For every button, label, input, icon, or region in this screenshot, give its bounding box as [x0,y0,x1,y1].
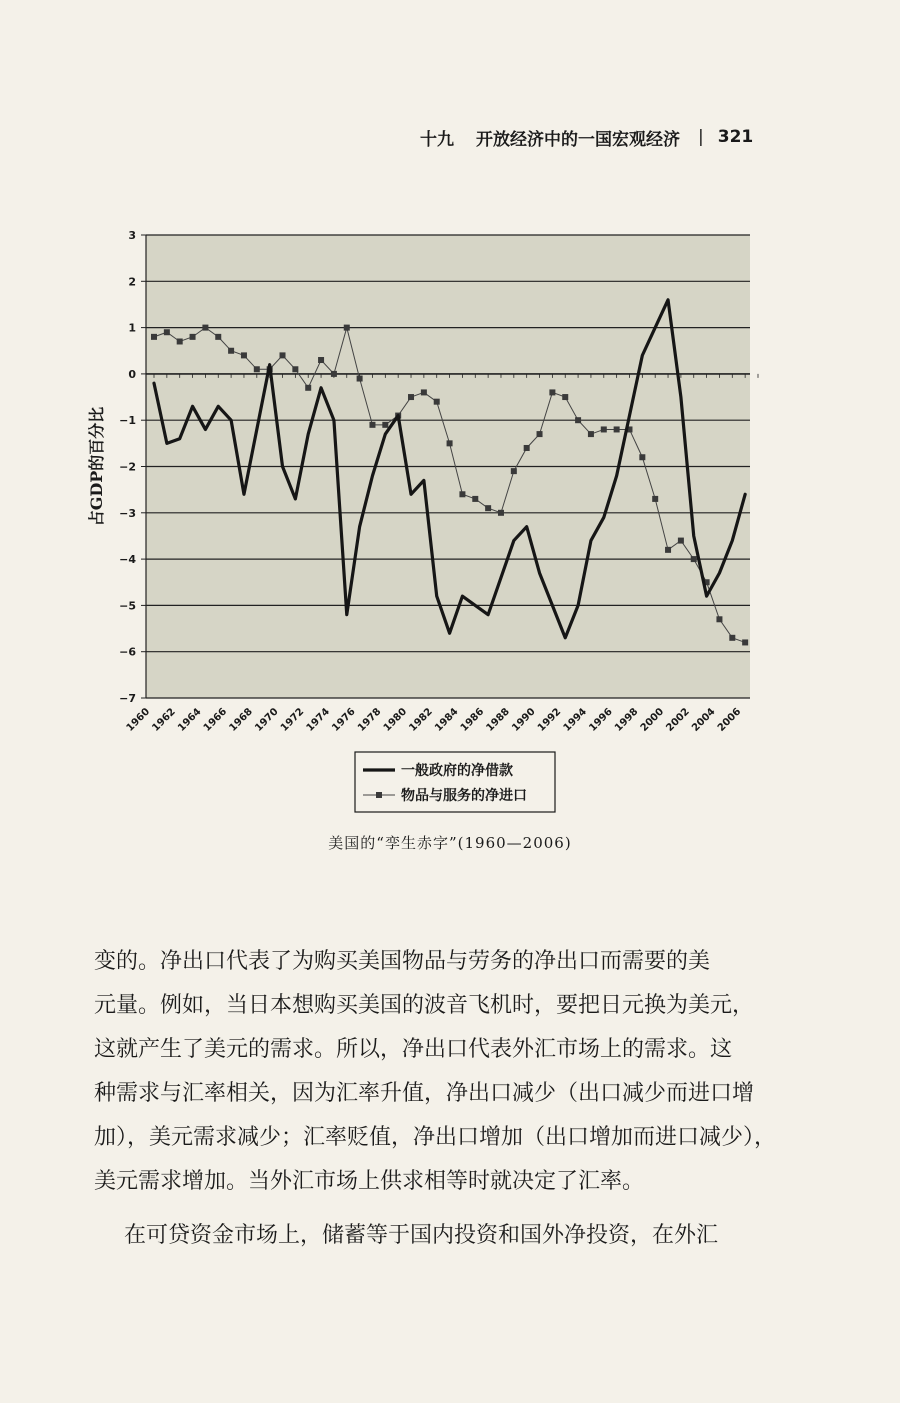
x-tick-label: 2004 [690,706,718,734]
running-header [420,122,780,152]
x-tick-label: 1984 [433,706,461,734]
y-tick-label: −6 [119,645,136,659]
data-point-net-imports [511,468,517,474]
body-line: 变的。净出口代表了为购买美国物品与劳务的净出口而需要的美 [94,949,711,974]
data-point-net-imports [588,431,594,437]
data-point-net-imports [151,334,157,340]
x-tick-label: 1992 [535,706,564,734]
data-point-net-imports [408,394,414,400]
data-point-net-imports [202,325,208,331]
chart-figure [80,222,780,822]
x-tick-label: 2002 [664,706,692,734]
x-tick-label: 1982 [407,706,435,734]
legend-marker-net-imports [376,792,382,798]
x-tick-label: 1966 [201,706,230,734]
data-point-net-imports [305,385,311,391]
data-point-net-imports [691,556,697,562]
data-point-net-imports [254,366,260,372]
x-tick-label: 1968 [227,706,255,734]
data-point-net-imports [472,496,478,502]
data-point-net-imports [177,338,183,344]
data-point-net-imports [524,445,530,451]
data-point-net-imports [382,422,388,428]
x-tick-label: 1988 [484,706,512,734]
x-tick-label: 1978 [355,706,384,734]
data-point-net-imports [318,357,324,363]
y-tick-label: 0 [128,367,136,381]
x-tick-label: 2006 [715,706,744,734]
y-tick-label: −5 [119,599,136,613]
data-point-net-imports [357,376,363,382]
data-point-net-imports [228,348,234,354]
data-point-net-imports [190,334,196,340]
data-point-net-imports [459,491,465,497]
data-point-net-imports [421,389,427,395]
header-separator: | [698,127,704,147]
data-point-net-imports [369,422,375,428]
x-tick-label: 1976 [330,706,358,734]
data-point-net-imports [601,426,607,432]
data-point-net-imports [639,454,645,460]
y-tick-label: 2 [128,275,136,289]
x-tick-label: 1994 [561,706,590,734]
data-point-net-imports [447,440,453,446]
data-point-net-imports [575,417,581,423]
page-number: 321 [717,127,754,147]
body-paragraph: 在可贷资金市场上，储蓄等于国内投资和国外净投资，在外汇 [124,1223,719,1248]
x-tick-label: 1996 [587,706,615,734]
data-point-net-imports [331,371,337,377]
y-tick-label: −7 [119,692,136,705]
figure-caption: 美国的“孪生赤字”(1960—2006) [328,834,572,852]
legend-label-net-imports: 物品与服务的净进口 [401,788,527,804]
data-point-net-imports [498,510,504,516]
data-point-net-imports [562,394,568,400]
data-point-net-imports [742,639,748,645]
data-point-net-imports [537,431,543,437]
data-point-net-imports [292,366,298,372]
x-tick-label: 1998 [612,706,641,734]
data-point-net-imports [344,325,350,331]
x-tick-label: 1962 [150,706,178,734]
x-tick-label: 1964 [176,706,204,734]
x-tick-label: 1974 [304,706,333,734]
chapter-number: 十九 [420,129,454,150]
x-tick-label: 1980 [381,706,410,734]
data-point-net-imports [678,538,684,544]
y-axis-label: 占GDP的百分比 [87,406,106,527]
data-point-net-imports [434,399,440,405]
x-tick-label: 2000 [638,706,667,734]
chapter-title: 开放经济中的一国宏观经济 [476,129,680,150]
data-point-net-imports [614,426,620,432]
y-tick-label: −3 [119,506,136,520]
data-point-net-imports [549,389,555,395]
y-tick-label: 3 [128,229,136,242]
data-point-net-imports [280,352,286,358]
y-tick-label: −4 [119,553,136,567]
x-tick-label: 1990 [510,706,538,734]
y-tick-label: −1 [119,414,136,428]
body-line: 种需求与汇率相关，因为汇率升值，净出口减少（出口减少而进口增 [94,1081,755,1106]
body-text [94,940,794,1258]
data-point-net-imports [485,505,491,511]
y-tick-label: 1 [128,321,136,335]
body-line: 加），美元需求减少；汇率贬值，净出口增加（出口增加而进口减少）， [94,1125,777,1150]
legend-label-gov-borrowing: 一般政府的净借款 [401,763,513,779]
body-line: 元量。例如，当日本想购买美国的波音飞机时，要把日元换为美元， [94,993,755,1018]
data-point-net-imports [729,635,735,641]
data-point-net-imports [652,496,658,502]
data-point-net-imports [665,547,671,553]
data-point-net-imports [164,329,170,335]
x-tick-label: 1960 [124,706,153,734]
body-line: 美元需求增加。当外汇市场上供求相等时就决定了汇率。 [94,1169,645,1194]
data-point-net-imports [241,352,247,358]
x-tick-label: 1986 [458,706,487,734]
y-tick-label: −2 [119,460,136,474]
x-tick-label: 1970 [253,706,281,734]
x-tick-label: 1972 [278,706,307,734]
data-point-net-imports [716,616,722,622]
body-line: 这就产生了美元的需求。所以，净出口代表外汇市场上的需求。这 [94,1037,733,1062]
data-point-net-imports [215,334,221,340]
line-chart [80,222,780,822]
